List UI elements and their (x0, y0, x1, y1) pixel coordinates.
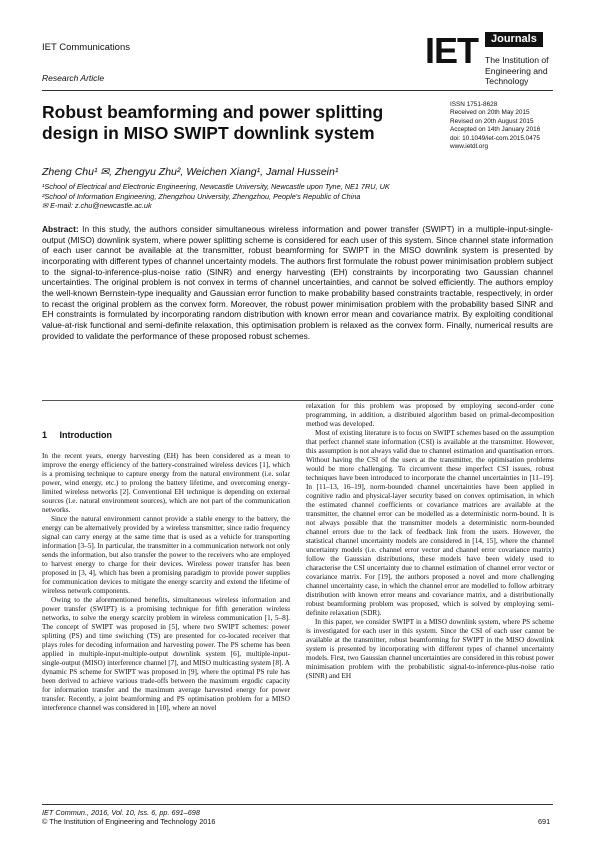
paragraph: In the recent years, energy harvesting (EH) has been considered as a mean to improve the energy efficiency of the battery-constrained wireless devices [1], which is a promising technique to capture energy from the natural environment (i.e. solar power, wind energy, etc.) to prolong the battery lifetime, and overcoming energy-limited wireless networks [2]. Conventional EH technique is depending on external sources (i.e. natural environment sources), which are not part of the communication networks. (42, 452, 290, 515)
header-divider (42, 90, 553, 91)
abstract-label: Abstract: (42, 224, 79, 234)
title-line1: Robust beamforming and power splitting (42, 102, 384, 122)
logo-institution (485, 55, 555, 87)
copyright-line: © The Institution of Engineering and Technology 2016 (42, 817, 216, 826)
section-heading (42, 430, 112, 440)
page-number: 691 (538, 817, 551, 826)
logo-institution-line1: The Institution of (485, 55, 549, 65)
revised-date: Revised on 20th August 2015 (450, 117, 534, 125)
body-column-left (42, 452, 290, 713)
logo-badge: Journals (485, 32, 543, 47)
doi[interactable]: doi: 10.1049/iet-com.2015.0475 (450, 134, 540, 142)
affiliation-2: ²School of Information Engineering, Zhengzhou University, Zhengzhou, People's Republic of China (42, 191, 361, 201)
email[interactable]: ✉ E-mail: z.chu@newcastle.ac.uk (42, 201, 152, 211)
abstract-text: In this study, the authors consider simultaneous wireless information and power transfer (SWIPT) in a multiple-input-single-output (MISO) downlink system, where power splitting scheme is considered for each user of this system. Since channel state information of each user cannot be available at the transmitter, robust beamforming for SWIPT in the MISO downlink system is presented by incorporating with different types of channel uncertainty models. The authors first formulate the robust power minimisation problem subject to the signal-to-inference-plus-noise ratio (SINR) and energy harvesting (EH) constraints by incorporating two Gaussian channel uncertainties. The original problem is not convex in terms of channel uncertainties, and cannot be solved efficiently. The authors employ the well-known Bernstein-type inequality and Gaussian error function to make probability based constraints tractable, respectively, in order to recast the original problem as the convex form. Moreover, the robust power minimisation problem with the probability based SINR and EH constraints is formulated by incorporating random distribution with known error mean and covariance matrix. By exploiting conditional value-at-risk functional and semi-definite relaxation, this optimisation problem is relaxed as the convex form. Finally, numerical results are provided to validate the performance of these proposed robust schemes. (42, 224, 553, 341)
logo-mark: IET (425, 30, 479, 71)
abstract-divider (42, 400, 553, 401)
journal-name: IET Communications (42, 42, 130, 53)
section-title: Introduction (59, 430, 113, 440)
citation-line: IET Commun., 2016, Vol. 10, Iss. 6, pp. 691–698 (42, 808, 200, 817)
author-list: Zheng Chu¹ ✉, Zhengyu Zhu², Weichen Xiang¹, Jamal Hussein¹ (42, 166, 339, 178)
logo-institution-line2: Engineering and Technology (485, 65, 548, 86)
affiliation-1: ¹School of Electrical and Electronic Engineering, Newcastle University, Newcastle upon Tyne, NE1 7RU, UK (42, 182, 390, 191)
footer-citation (42, 808, 215, 826)
section-number: 1 (42, 430, 48, 440)
paragraph: relaxation for this problem was proposed by employing second-order cone programming, in addition, a distributed algorithm based on primal-decomposition method was developed. (306, 402, 554, 429)
affiliations (42, 182, 390, 211)
received-date: Received on 20th May 2015 (450, 109, 530, 117)
footer-divider (42, 804, 553, 805)
paragraph: Most of existing literature is to focus on SWIPT schemes based on the assumption that perfect channel state information (CSI) is available at the transmitter. However, this assumption is not always valid due to channel estimation and quantisation errors. Without having the CSI of the users at the transmitter, the optimisation problems would be more challenging. To circumvent these imperfect CSI issues, robust techniques have been introduced to incorporate the channel uncertainties in [11–19]. In [11–13, 16–19], norm-bounded channel uncertainties have been applied in cognitive radio and physical-layer security based on convex optimisation, in which the estimated channel coefficients or covariance matrices are available at the transmitter, the channel error can be modelled as a deterministic norm-bound. It is not always possible that the transmitter models a deterministic norm-bounded channel errors due to the lack of feedback link from the users. However, the statistical channel uncertainty models are considered in [14, 15], where the channel uncertainty models (i.e. channel error vector and channel error covariance matrix) follow the Gaussian distributions, these models have been widely used to characterise the CSI uncertainty due to channel estimation of channel error vector or covariance matrix. For [19], the authors proposed a novel and more challenging channel uncertainty case, in which the channel error are modelled to follow arbitrary distribution with known error means and covariance matrix, and a distributionally robust beamforming problem was proposed, which is solved by employing semi-definite relaxation (SDR). (306, 429, 554, 618)
paragraph: Since the natural environment cannot provide a stable energy to the battery, the energy can be alternatively provided by a wireless transmitter, since radio frequency signal can carry energy at the same time that is used as a vehicle for transporting information [3–5]. In particular, the transmitter in a communication network not only sends the information, but also transfer the power to the receivers who are employed to harvest energy to charge for their devices. Wireless power transfer has been proposed in [3, 4], which has been a promising paradigm to provide power supplies for communication devices to mitigate the energy scarcity and extend the lifetime of wireless network components. (42, 515, 290, 596)
body-column-right (306, 402, 554, 681)
accepted-date: Accepted on 14th January 2016 (450, 126, 541, 134)
abstract (42, 224, 553, 341)
title-line2: design in MISO SWIPT downlink system (42, 123, 375, 143)
paragraph: Owing to the aforementioned benefits, simultaneous wireless information and power transfer (SWIPT) is a promising technique for fifth generation wireless networks, to solve the energy scarcity problem in wireless communication [1, 5–8]. The concept of SWIPT was proposed in [5], where two SWIPT schemes: power splitting (PS) and time switching (TS) are presented for co-located receiver that plays roles for decoding information and harvesting power. The PS scheme has been applied in multiple-input-multiple-output downlink system [6], multiple-input-single-output (MISO) interference channel [7], and MISO multicasting system [8]. A dynamic PS scheme for SWIPT was proposed in [9], where the optimal PS rule has been derived to achieve various trade-offs between the maximum ergodic capacity for information transfer and the maximum average harvested energy for power transfer. Recently, a joint beamforming and PS optimisation problem for a MISO interference channel was considered in [10], where an novel (42, 596, 290, 713)
issn: ISSN 1751-8628 (450, 101, 498, 108)
website[interactable]: www.ietdl.org (450, 143, 489, 151)
article-metadata (450, 101, 560, 151)
paragraph: In this paper, we consider SWIPT in a MISO downlink system, where PS scheme is investigated for each user in this system. Since the CSI of each user cannot be available at the transmitter, robust beamforming for SWIPT in the MISO downlink system is presented by incorporating with different types of channel uncertainty models. First, two Gaussian channel uncertainties are considered in this robust power minimisation problem with the probabilistic signal-to-inference-plus-noise ratio (SINR) and EH (306, 618, 554, 681)
article-title (42, 102, 422, 144)
article-type: Research Article (42, 73, 105, 83)
iet-journals-logo (425, 28, 555, 84)
